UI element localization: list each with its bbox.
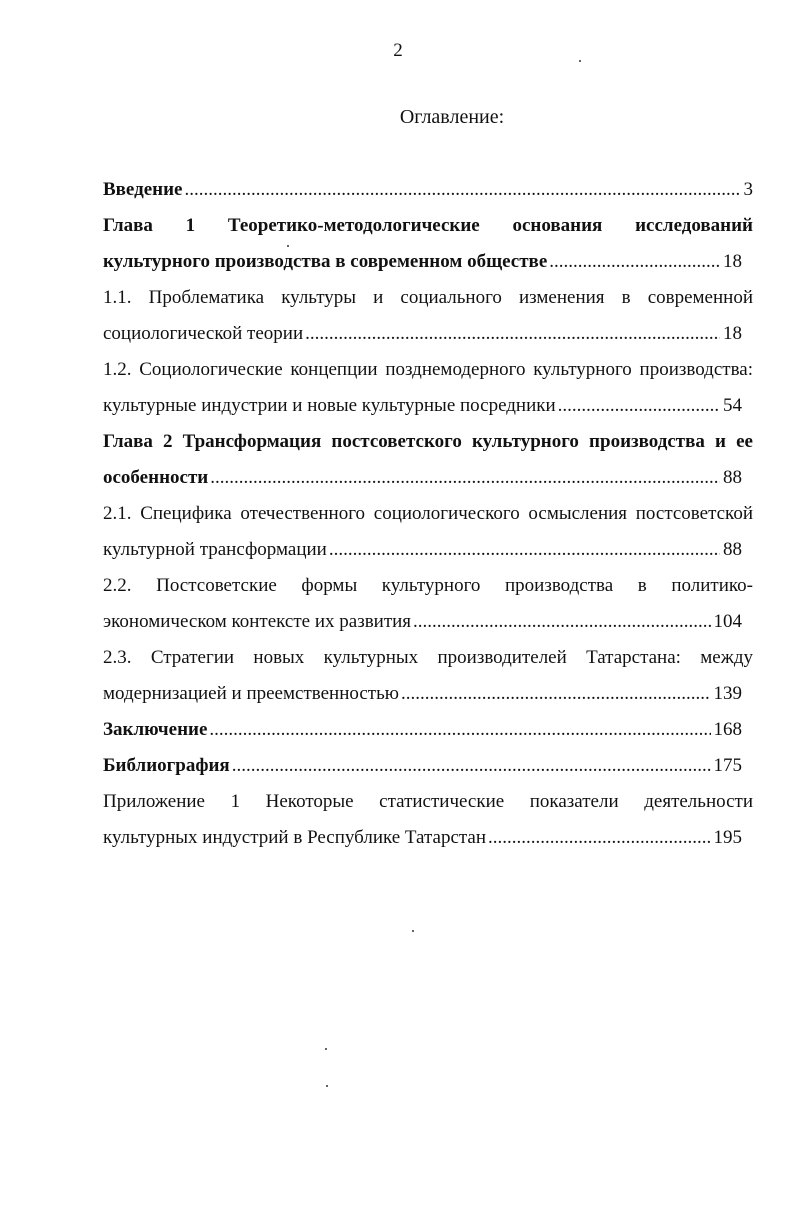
toc-entry-conclusion[interactable] xyxy=(103,712,753,748)
page-number: 2 xyxy=(393,40,403,61)
toc-entry-page: 88 xyxy=(723,467,742,488)
toc-entry-title-line1: Приложение 1 Некоторые статистические показатели деятельности xyxy=(103,791,753,812)
toc-entry-appendix-1[interactable] xyxy=(103,784,753,856)
toc-entry-page: 18 xyxy=(723,251,742,272)
table-of-contents xyxy=(103,172,753,856)
toc-entry-chapter-1[interactable] xyxy=(103,208,753,280)
toc-entry-title-line2: особенности xyxy=(103,467,209,488)
toc-entry-title-line1: 2.1. Специфика отечественного социологического осмысления постсоветской xyxy=(103,503,753,524)
toc-entry-title-line1: Глава 2 Трансформация постсоветского культурного производства и ее xyxy=(103,431,753,452)
leader-dots xyxy=(329,532,720,568)
toc-entry-page: 18 xyxy=(723,323,742,344)
toc-entry-title-line2: культурной трансформации xyxy=(103,539,327,560)
toc-entry-title-line1: Глава 1 Теоретико-методологические основания исследований xyxy=(103,215,753,236)
leader-dots xyxy=(232,748,711,784)
toc-entry-introduction[interactable] xyxy=(103,172,753,208)
leader-dots xyxy=(549,244,720,280)
scan-speck xyxy=(412,930,414,932)
toc-entry-page: 195 xyxy=(713,827,742,848)
toc-entry-title-line1: 1.1. Проблематика культуры и социального изменения в современной xyxy=(103,287,753,308)
toc-entry-title-line1: 1.2. Социологические концепции позднемодерного культурного производства: xyxy=(103,359,753,380)
toc-entry-section-2-3[interactable] xyxy=(103,640,753,712)
toc-entry-title: Введение xyxy=(103,179,183,200)
scan-speck xyxy=(579,60,581,62)
toc-title: Оглавление: xyxy=(399,106,505,128)
leader-dots xyxy=(209,712,710,748)
toc-entry-section-2-2[interactable] xyxy=(103,568,753,640)
toc-entry-title-line1: 2.2. Постсоветские формы культурного производства в политико- xyxy=(103,575,753,596)
leader-dots xyxy=(558,388,720,424)
scan-speck xyxy=(287,245,289,247)
toc-entry-page: 104 xyxy=(713,611,742,632)
toc-entry-title-line2: культурные индустрии и новые культурные посредники xyxy=(103,395,556,416)
toc-entry-page: 54 xyxy=(723,395,742,416)
leader-dots xyxy=(210,460,720,496)
toc-entry-section-1-1[interactable] xyxy=(103,280,753,352)
toc-entry-page: 175 xyxy=(713,755,742,776)
scan-speck xyxy=(326,1085,328,1087)
toc-entry-title-line2: культурного производства в современном обществе xyxy=(103,251,548,272)
toc-entry-page: 88 xyxy=(723,539,742,560)
toc-entry-title: Библиография xyxy=(103,755,230,776)
leader-dots xyxy=(401,676,711,712)
toc-entry-chapter-2[interactable] xyxy=(103,424,753,496)
scan-speck xyxy=(325,1048,327,1050)
toc-entry-title-line2: социологической теории xyxy=(103,323,304,344)
toc-entry-title-line2: модернизацией и преемственностью xyxy=(103,683,399,704)
leader-dots xyxy=(413,604,710,640)
toc-entry-title: Заключение xyxy=(103,719,208,740)
leader-dots xyxy=(488,820,710,856)
toc-entry-title-line1: 2.3. Стратегии новых культурных производителей Татарстана: между xyxy=(103,647,753,668)
toc-entry-section-1-2[interactable] xyxy=(103,352,753,424)
toc-entry-section-2-1[interactable] xyxy=(103,496,753,568)
toc-entry-page: 168 xyxy=(713,719,742,740)
leader-dots xyxy=(185,172,741,208)
leader-dots xyxy=(305,316,720,352)
toc-entry-bibliography[interactable] xyxy=(103,748,753,784)
toc-entry-title-line2: экономическом контексте их развития xyxy=(103,611,412,632)
toc-entry-page: 3 xyxy=(743,179,753,200)
toc-entry-page: 139 xyxy=(713,683,742,704)
toc-entry-title-line2: культурных индустрий в Республике Татарстан xyxy=(103,827,487,848)
